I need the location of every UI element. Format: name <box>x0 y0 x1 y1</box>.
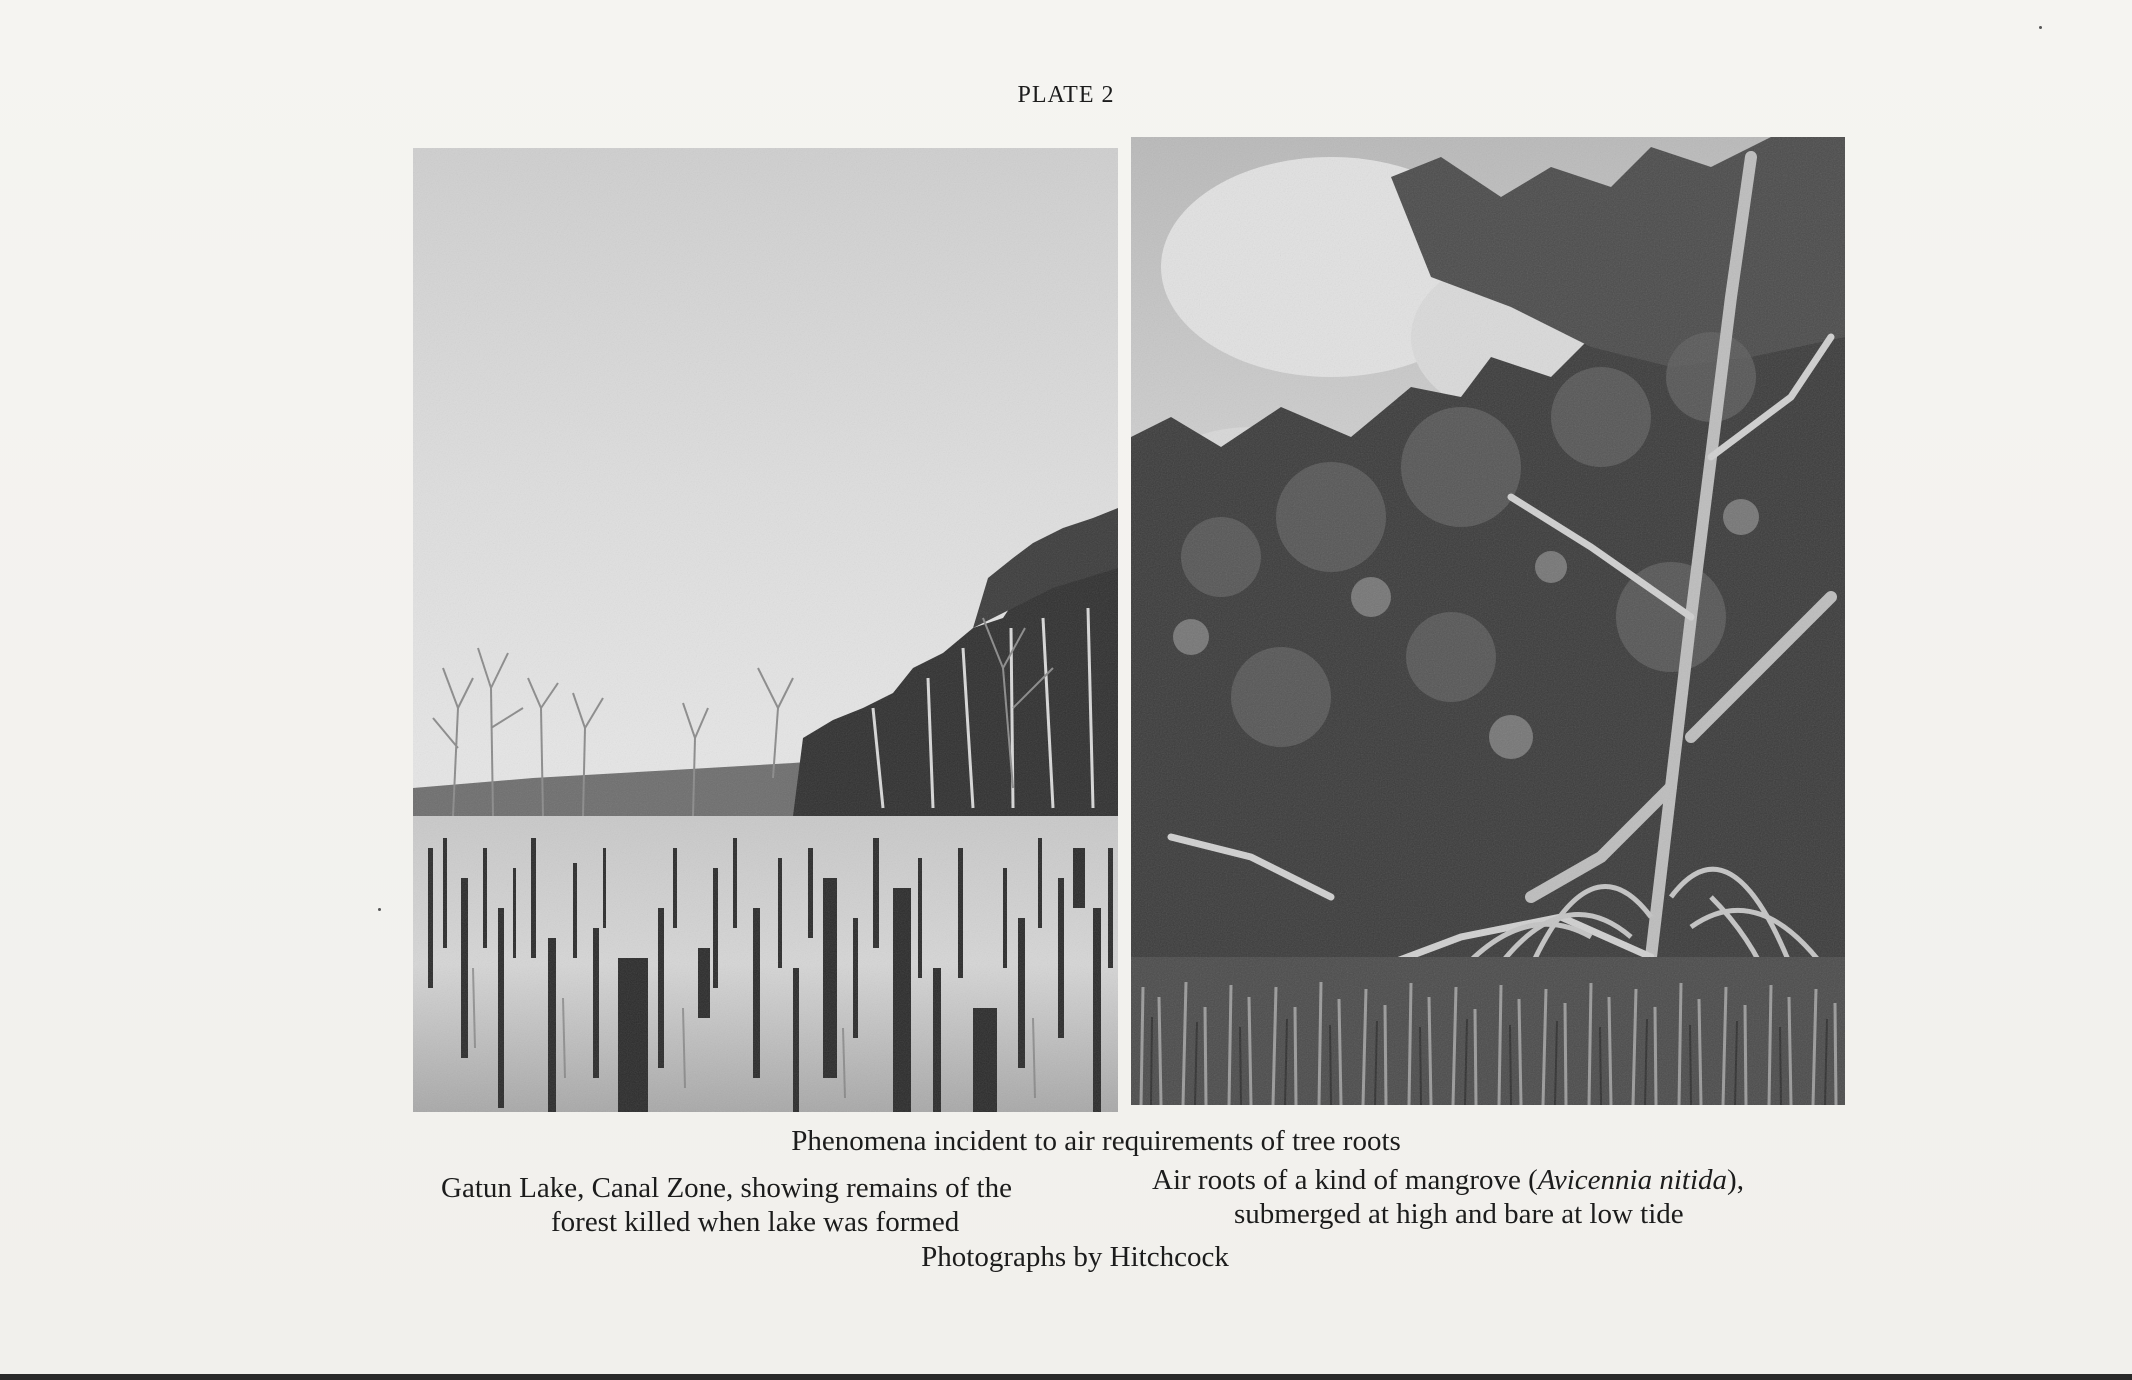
page-bottom-edge <box>0 1374 2132 1380</box>
right-photo-caption-line-2: submerged at high and bare at low tide <box>1234 1198 1684 1230</box>
photo-gatun-lake-image <box>413 148 1118 1112</box>
species-name: Avicennia nitida <box>1537 1164 1728 1196</box>
page-speck <box>378 908 381 911</box>
photo-gatun-lake <box>413 148 1118 1112</box>
right-photo-caption-line-1 <box>1152 1163 1744 1197</box>
left-photo-caption-line-2: forest killed when lake was formed <box>551 1206 960 1238</box>
plate-title: PLATE 2 <box>1017 82 1115 108</box>
left-photo-caption-line-1: Gatun Lake, Canal Zone, showing remains of the <box>441 1172 1012 1204</box>
photo-mangrove <box>1131 137 1845 1105</box>
photo-credit: Photographs by Hitchcock <box>921 1241 1229 1273</box>
plate-caption: Phenomena incident to air requirements of tree roots <box>791 1125 1401 1157</box>
right-caption-text-pre: Air roots of a kind of mangrove ( <box>1152 1164 1538 1196</box>
photo-mangrove-image <box>1131 137 1845 1105</box>
page-speck <box>2039 26 2042 29</box>
right-caption-text-post: ), <box>1727 1164 1744 1196</box>
